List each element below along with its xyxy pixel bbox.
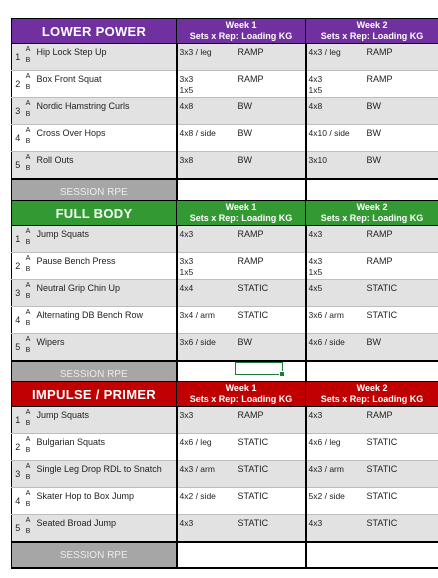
b-label: B <box>25 320 31 327</box>
block-title: LOWER POWER <box>12 19 177 44</box>
b-label: B <box>25 474 31 481</box>
week-2-load-cell[interactable]: BW <box>365 334 438 362</box>
week-1-load-cell[interactable]: STATIC <box>236 461 306 488</box>
exercise-name-cell[interactable]: Neutral Grip Chin Up <box>33 280 177 307</box>
week-2-load-cell[interactable]: STATIC <box>365 461 438 488</box>
week-label: Week 1 <box>225 202 257 212</box>
a-label: A <box>25 309 31 316</box>
program-block <box>11 200 438 388</box>
week-2-sets-cell[interactable]: 4x10 / side <box>306 125 365 152</box>
b-label: B <box>25 420 31 427</box>
a-label: A <box>25 228 31 235</box>
program-block <box>11 18 438 206</box>
session-rpe-label: SESSION RPE <box>12 361 177 387</box>
b-label: B <box>25 266 31 273</box>
week-1-load-cell[interactable]: RAMP <box>236 407 306 434</box>
table-row <box>12 226 438 253</box>
b-label: B <box>25 165 31 172</box>
exercise-name-cell[interactable]: Jump Squats <box>33 226 177 253</box>
week-2-sets-cell[interactable]: 4x5 <box>306 280 365 307</box>
table-row <box>12 152 438 180</box>
week-1-sets-cell[interactable]: 3x3 <box>177 407 236 434</box>
exercise-number[interactable]: 5 <box>12 152 24 180</box>
ab-cell[interactable] <box>24 253 33 280</box>
session-rpe-label: SESSION RPE <box>12 542 177 568</box>
program-block <box>11 381 438 569</box>
week-1-load-cell[interactable]: STATIC <box>236 307 306 334</box>
week-1-sets-cell[interactable]: 3x8 <box>177 152 236 180</box>
week-label: Week 1 <box>225 20 257 30</box>
table-row <box>12 461 438 488</box>
week-2-load-cell[interactable]: STATIC <box>365 307 438 334</box>
b-label: B <box>25 239 31 246</box>
ab-cell[interactable] <box>24 125 33 152</box>
b-label: B <box>25 138 31 145</box>
week-1-sets-cell[interactable]: 4x8 <box>177 98 236 125</box>
week-2-header <box>306 201 438 226</box>
exercise-name-cell[interactable]: Jump Squats <box>33 407 177 434</box>
week-1-load-cell[interactable]: STATIC <box>236 488 306 515</box>
week-2-load-cell[interactable]: RAMP <box>365 71 438 98</box>
week-1-load-cell[interactable]: BW <box>236 98 306 125</box>
a-label: A <box>25 409 31 416</box>
table-row <box>12 253 438 280</box>
week-1-sets-cell[interactable]: 4x3 <box>177 226 236 253</box>
exercise-number[interactable]: 3 <box>12 280 24 307</box>
week-1-load-cell[interactable]: STATIC <box>236 280 306 307</box>
week-2-load-cell[interactable]: STATIC <box>365 515 438 543</box>
a-label: A <box>25 517 31 524</box>
b-label: B <box>25 528 31 535</box>
week-1-load-cell[interactable]: RAMP <box>236 71 306 98</box>
exercise-name-cell[interactable]: Pause Bench Press <box>33 253 177 280</box>
fill-handle[interactable] <box>279 371 285 377</box>
week-label: Week 2 <box>356 202 388 212</box>
program-table <box>11 200 438 388</box>
table-row <box>12 98 438 125</box>
ab-cell[interactable] <box>24 515 33 543</box>
a-label: A <box>25 46 31 53</box>
exercise-number[interactable]: 4 <box>12 488 24 515</box>
week-1-load-cell[interactable]: RAMP <box>236 44 306 71</box>
a-label: A <box>25 255 31 262</box>
table-row <box>12 488 438 515</box>
table-row <box>12 44 438 71</box>
week-1-load-cell[interactable]: STATIC <box>236 515 306 543</box>
ab-cell[interactable] <box>24 334 33 362</box>
sets-reps-loading-label: Sets x Rep: Loading KG <box>320 213 424 223</box>
week-2-sets-cell[interactable]: 3x10 <box>306 152 365 180</box>
exercise-number[interactable]: 1 <box>12 44 24 71</box>
week-2-header <box>306 19 438 44</box>
week-2-load-cell[interactable]: RAMP <box>365 226 438 253</box>
a-label: A <box>25 336 31 343</box>
selected-cell-outline[interactable] <box>235 362 283 375</box>
ab-cell[interactable] <box>24 280 33 307</box>
exercise-name-cell[interactable]: Hip Lock Step Up <box>33 44 177 71</box>
exercise-number[interactable]: 5 <box>12 515 24 543</box>
week-1-load-cell[interactable]: BW <box>236 334 306 362</box>
week-2-load-cell[interactable]: RAMP <box>365 407 438 434</box>
table-row <box>12 334 438 362</box>
sets-reps-loading-label: Sets x Rep: Loading KG <box>320 394 424 404</box>
week-1-sets-cell[interactable]: 3x4 / arm <box>177 307 236 334</box>
week-1-load-cell[interactable]: RAMP <box>236 253 306 280</box>
week-1-sets-cell[interactable]: 4x4 <box>177 280 236 307</box>
week-1-sets-cell[interactable]: 4x2 / side <box>177 488 236 515</box>
ab-cell[interactable] <box>24 488 33 515</box>
a-label: A <box>25 490 31 497</box>
table-row <box>12 434 438 461</box>
b-label: B <box>25 84 31 91</box>
program-table <box>11 381 438 569</box>
week-2-sets-cell[interactable]: 4x6 / leg <box>306 434 365 461</box>
week-1-rpe-cell[interactable] <box>177 542 306 568</box>
week-1-sets-cell[interactable]: 3x6 / side <box>177 334 236 362</box>
ab-cell[interactable] <box>24 461 33 488</box>
exercise-name-cell[interactable]: Wipers <box>33 334 177 362</box>
week-2-load-cell[interactable]: STATIC <box>365 488 438 515</box>
week-2-sets-cell[interactable]: 3x6 / arm <box>306 307 365 334</box>
week-2-load-cell[interactable]: STATIC <box>365 280 438 307</box>
week-2-header <box>306 382 438 407</box>
exercise-number[interactable]: 4 <box>12 307 24 334</box>
table-row <box>12 407 438 434</box>
sets-reps-loading-label: Sets x Rep: Loading KG <box>320 31 424 41</box>
week-1-sets-cell[interactable]: 4x6 / leg <box>177 434 236 461</box>
ab-cell[interactable] <box>24 98 33 125</box>
sets-reps-loading-label: Sets x Rep: Loading KG <box>189 31 293 41</box>
program-table <box>11 18 438 206</box>
week-2-sets-cell[interactable]: 4x3 / arm <box>306 461 365 488</box>
b-label: B <box>25 293 31 300</box>
exercise-number[interactable]: 1 <box>12 226 24 253</box>
table-row <box>12 71 438 98</box>
week-2-sets-cell[interactable]: 5x2 / side <box>306 488 365 515</box>
session-rpe-label: SESSION RPE <box>12 179 177 205</box>
week-1-sets-cell[interactable]: 3x3 / leg <box>177 44 236 71</box>
exercise-name-cell[interactable]: Single Leg Drop RDL to Snatch <box>33 461 177 488</box>
exercise-name-cell[interactable]: Box Front Squat <box>33 71 177 98</box>
exercise-name-cell[interactable]: Cross Over Hops <box>33 125 177 152</box>
exercise-name-cell[interactable]: Nordic Hamstring Curls <box>33 98 177 125</box>
exercise-number[interactable]: 2 <box>12 434 24 461</box>
exercise-name-cell[interactable]: Bulgarian Squats <box>33 434 177 461</box>
a-label: A <box>25 100 31 107</box>
week-2-sets-cell[interactable]: 4x6 / side <box>306 334 365 362</box>
a-label: A <box>25 127 31 134</box>
week-1-sets-cell[interactable]: 4x3 <box>177 515 236 543</box>
week-1-load-cell[interactable]: BW <box>236 152 306 180</box>
exercise-name-cell[interactable]: Skater Hop to Box Jump <box>33 488 177 515</box>
week-1-load-cell[interactable]: RAMP <box>236 226 306 253</box>
week-2-load-cell[interactable]: RAMP <box>365 253 438 280</box>
exercise-name-cell[interactable]: Seated Broad Jump <box>33 515 177 543</box>
b-label: B <box>25 447 31 454</box>
week-2-sets-cell[interactable]: 4x3 <box>306 407 365 434</box>
exercise-number[interactable]: 5 <box>12 334 24 362</box>
week-2-load-cell[interactable]: STATIC <box>365 434 438 461</box>
table-row <box>12 125 438 152</box>
block-title: FULL BODY <box>12 201 177 226</box>
week-1-header <box>177 382 306 407</box>
week-1-sets-cell[interactable]: 4x8 / side <box>177 125 236 152</box>
exercise-number[interactable]: 4 <box>12 125 24 152</box>
a-label: A <box>25 154 31 161</box>
ab-cell[interactable] <box>24 44 33 71</box>
ab-cell[interactable] <box>24 307 33 334</box>
b-label: B <box>25 57 31 64</box>
ab-cell[interactable] <box>24 71 33 98</box>
week-label: Week 2 <box>356 383 388 393</box>
block-title: IMPULSE / PRIMER <box>12 382 177 407</box>
week-1-load-cell[interactable]: STATIC <box>236 434 306 461</box>
week-1-header <box>177 19 306 44</box>
a-label: A <box>25 282 31 289</box>
week-label: Week 2 <box>356 20 388 30</box>
a-label: A <box>25 73 31 80</box>
week-2-rpe-cell[interactable] <box>306 542 438 568</box>
week-1-sets-cell[interactable]: 3x3 1x5 <box>177 253 236 280</box>
exercise-number[interactable]: 2 <box>12 71 24 98</box>
week-2-sets-cell[interactable]: 4x3 1x5 <box>306 253 365 280</box>
b-label: B <box>25 111 31 118</box>
week-2-sets-cell[interactable]: 4x3 <box>306 515 365 543</box>
ab-cell[interactable] <box>24 226 33 253</box>
table-row <box>12 307 438 334</box>
exercise-number[interactable]: 3 <box>12 98 24 125</box>
week-1-sets-cell[interactable]: 4x3 / arm <box>177 461 236 488</box>
week-2-sets-cell[interactable]: 4x3 1x5 <box>306 71 365 98</box>
week-1-load-cell[interactable]: BW <box>236 125 306 152</box>
week-label: Week 1 <box>225 383 257 393</box>
ab-cell[interactable] <box>24 152 33 180</box>
ab-cell[interactable] <box>24 434 33 461</box>
week-2-sets-cell[interactable]: 4x3 / leg <box>306 44 365 71</box>
exercise-name-cell[interactable]: Alternating DB Bench Row <box>33 307 177 334</box>
week-2-load-cell[interactable]: BW <box>365 125 438 152</box>
b-label: B <box>25 501 31 508</box>
exercise-number[interactable]: 2 <box>12 253 24 280</box>
sets-reps-loading-label: Sets x Rep: Loading KG <box>189 394 293 404</box>
a-label: A <box>25 463 31 470</box>
week-2-sets-cell[interactable]: 4x3 <box>306 226 365 253</box>
session-rpe-row <box>12 542 438 568</box>
week-2-load-cell[interactable]: BW <box>365 98 438 125</box>
exercise-number[interactable]: 1 <box>12 407 24 434</box>
b-label: B <box>25 347 31 354</box>
week-1-sets-cell[interactable]: 3x3 1x5 <box>177 71 236 98</box>
ab-cell[interactable] <box>24 407 33 434</box>
a-label: A <box>25 436 31 443</box>
table-row <box>12 515 438 543</box>
table-row <box>12 280 438 307</box>
week-2-load-cell[interactable]: RAMP <box>365 44 438 71</box>
exercise-name-cell[interactable]: Roll Outs <box>33 152 177 180</box>
week-2-load-cell[interactable]: BW <box>365 152 438 180</box>
exercise-number[interactable]: 3 <box>12 461 24 488</box>
week-1-header <box>177 201 306 226</box>
week-2-sets-cell[interactable]: 4x8 <box>306 98 365 125</box>
sets-reps-loading-label: Sets x Rep: Loading KG <box>189 213 293 223</box>
